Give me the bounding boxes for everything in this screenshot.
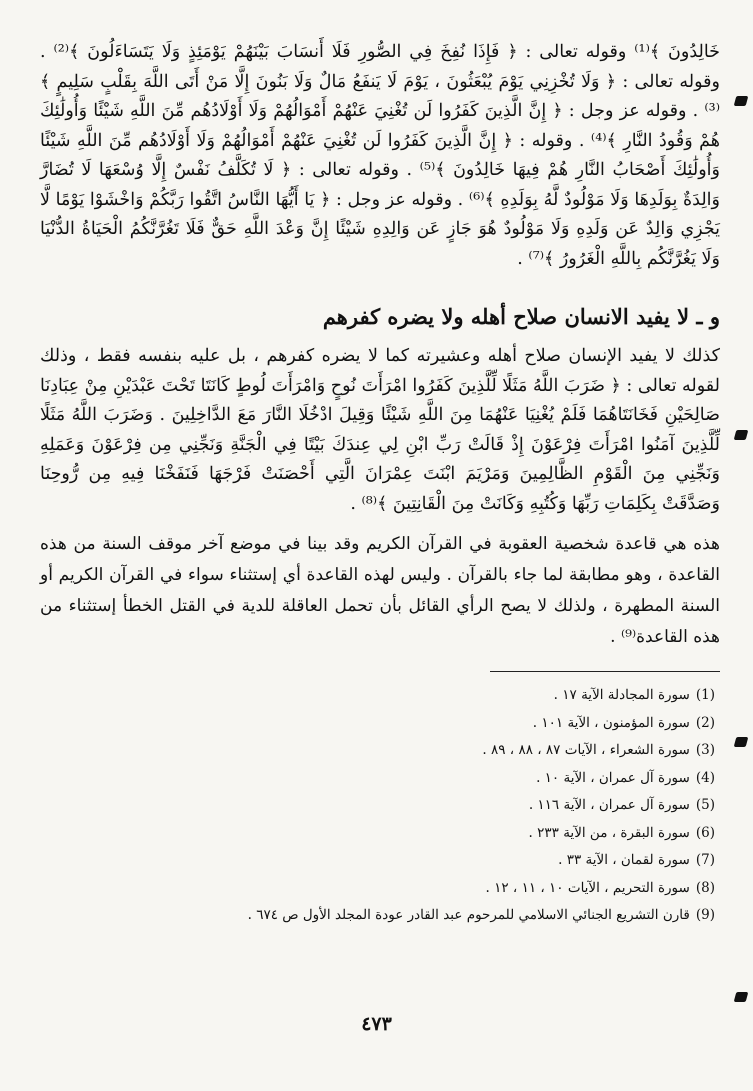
footnotes-list: [40, 682, 720, 930]
footnote-number: (4): [695, 769, 715, 786]
footnote-text: سورة البقرة ، من الآية ٢٣٣ .: [528, 824, 690, 841]
footnote-number: (6): [695, 824, 715, 841]
margin-mark: [734, 992, 749, 1002]
footnote-item: [40, 875, 715, 903]
footnote-item: [40, 792, 715, 820]
margin-mark: [734, 96, 749, 106]
footnote-number: (9): [695, 907, 715, 923]
footnote-number: (7): [695, 852, 715, 868]
body-paragraph-2: كذلك لا يفيد الإنسان صلاح أهله وعشيرته كما لا يضره كفرهم ، بل عليه بنفسه فقط ، وذلك لقوله تعالى : ﴿ ضَرَبَ اللَّهُ مَثَلًا لِّلَّذِينَ كَفَرُوا امْرَأَتَ نُوحٍ وَامْرَأَتَ لُوطٍ كَانَتَا تَحْتَ عَبْدَيْنِ مِنْ عِبَادِنَا صَالِحَيْنِ فَخَانَتَاهُمَا فَلَمْ يُغْنِيَا عَنْهُمَا مِنَ اللَّهِ شَيْئًا وَقِيلَ ادْخُلَا النَّارَ مَعَ الدَّاخِلِينَ . وَضَرَبَ اللَّهُ مَثَلًا لِّلَّذِينَ آمَنُوا امْرَأَتَ فِرْعَوْنَ إِذْ قَالَتْ رَبِّ ابْنِ لِي عِندَكَ بَيْتًا فِي الْجَنَّةِ وَنَجِّنِي مِن فِرْعَوْنَ وَعَمَلِهِ وَنَجِّنِي مِنَ الْقَوْمِ الظَّالِمِينَ وَمَرْيَمَ ابْنَتَ عِمْرَانَ الَّتِي أَحْصَنَتْ فَرْجَهَا فَنَفَخْنَا فِيهِ مِن رُّوحِنَا وَصَدَّقَتْ بِكَلِمَاتِ رَبِّهَا وَكُتُبِهِ وَكَانَتْ مِنَ الْقَانِتِينَ ﴾⁽⁸⁾ .: [40, 346, 720, 514]
footnote-item: [40, 737, 715, 765]
footnote-number: (1): [695, 687, 715, 703]
footnote-item: [40, 682, 715, 710]
margin-mark: [734, 430, 749, 440]
footnote-number: (8): [695, 879, 715, 896]
footnote-item: [40, 710, 715, 738]
footnote-text: سورة آل عمران ، الآية ١٠ .: [536, 769, 690, 786]
footnote-item: [40, 765, 715, 793]
footnote-text: سورة آل عمران ، الآية ١١٦ .: [528, 797, 690, 813]
footnote-item: [40, 902, 715, 930]
page-number: ٤٧٣: [361, 1013, 392, 1035]
footnote-divider: [490, 671, 720, 672]
section-heading: و ـ لا يفيد الانسان صلاح أهله ولا يضره كفرهم: [322, 304, 720, 329]
footnote-item: [40, 847, 715, 875]
footnote-number: (3): [695, 742, 715, 758]
footnote-item: [40, 820, 715, 848]
footnote-number: (5): [695, 797, 715, 813]
footnote-text: سورة الشعراء ، الآيات ٨٧ ، ٨٨ ، ٨٩ .: [482, 742, 690, 758]
footnote-text: سورة المجادلة الآية ١٧ .: [553, 687, 690, 703]
margin-mark: [734, 737, 749, 747]
footnote-text: سورة المؤمنون ، الآية ١٠١ .: [532, 714, 690, 731]
footnote-text: سورة التحريم ، الآيات ١٠ ، ١١ ، ١٢ .: [485, 879, 690, 896]
footnote-number: (2): [695, 714, 715, 731]
body-paragraph-3: هذه هي قاعدة شخصية العقوبة في القرآن الكريم وقد بينا في موضع آخر موقف السنة من هذه القاعدة ، وهو مطابقة لما جاء بالقرآن . وليس لهذه القاعدة أي إستثناء سواء في القرآن الكريم أو السنة المطهرة ، ولذلك لا يصح الرأي القائل بأن تحمل العاقلة للدية في القتل الخطأ إستثناء من هذه القاعدة⁽⁹⁾ .: [40, 534, 720, 647]
body-paragraph-1: خَالِدُونَ ﴾⁽¹⁾ وقوله تعالى : ﴿ فَإِذَا نُفِخَ فِي الصُّورِ فَلَا أَنسَابَ بَيْنَهُمْ يَوْمَئِذٍ وَلَا يَتَسَاءَلُونَ ﴾⁽²⁾ . وقوله تعالى : ﴿ وَلَا تُخْزِنِي يَوْمَ يُبْعَثُونَ ، يَوْمَ لَا يَنفَعُ مَالٌ وَلَا بَنُونَ إِلَّا مَنْ أَتَى اللَّهَ بِقَلْبٍ سَلِيمٍ ﴾⁽³⁾ . وقوله عز وجل : ﴿ إِنَّ الَّذِينَ كَفَرُوا لَن تُغْنِيَ عَنْهُمْ أَمْوَالُهُمْ وَلَا أَوْلَادُهُم مِّنَ اللَّهِ شَيْئًا وَأُولَٰئِكَ هُمْ وَقُودُ النَّارِ ﴾⁽⁴⁾ . وقوله : ﴿ إِنَّ الَّذِينَ كَفَرُوا لَن تُغْنِيَ عَنْهُمْ أَمْوَالُهُمْ وَلَا أَوْلَادُهُم مِّنَ اللَّهِ شَيْئًا وَأُولَٰئِكَ أَصْحَابُ النَّارِ هُمْ فِيهَا خَالِدُونَ ﴾⁽⁵⁾ . وقوله تعالى : ﴿ لَا تُكَلَّفُ نَفْسٌ إِلَّا وُسْعَهَا لَا تُضَارَّ وَالِدَةٌ بِوَلَدِهَا وَلَا مَوْلُودٌ لَّهُ بِوَلَدِهِ ﴾⁽⁶⁾ . وقوله عز وجل : ﴿ يَا أَيُّهَا النَّاسُ اتَّقُوا رَبَّكُمْ وَاخْشَوْا يَوْمًا لَّا يَجْزِي وَالِدٌ عَن وَلَدِهِ وَلَا مَوْلُودٌ هُوَ جَازٍ عَن وَالِدِهِ شَيْئًا إِنَّ وَعْدَ اللَّهِ حَقٌّ فَلَا تَغُرَّنَّكُمُ الْحَيَاةُ الدُّنْيَا وَلَا يَغُرَّنَّكُم بِاللَّهِ الْغَرُورُ ﴾⁽⁷⁾ .: [40, 42, 720, 269]
footnote-text: قارن التشريع الجنائي الاسلامي للمرحوم عبد القادر عودة المجلد الأول ص ٦٧٤ .: [247, 907, 690, 923]
footnote-text: سورة لقمان ، الآية ٣٣ .: [558, 852, 690, 868]
page-content: [40, 38, 720, 930]
